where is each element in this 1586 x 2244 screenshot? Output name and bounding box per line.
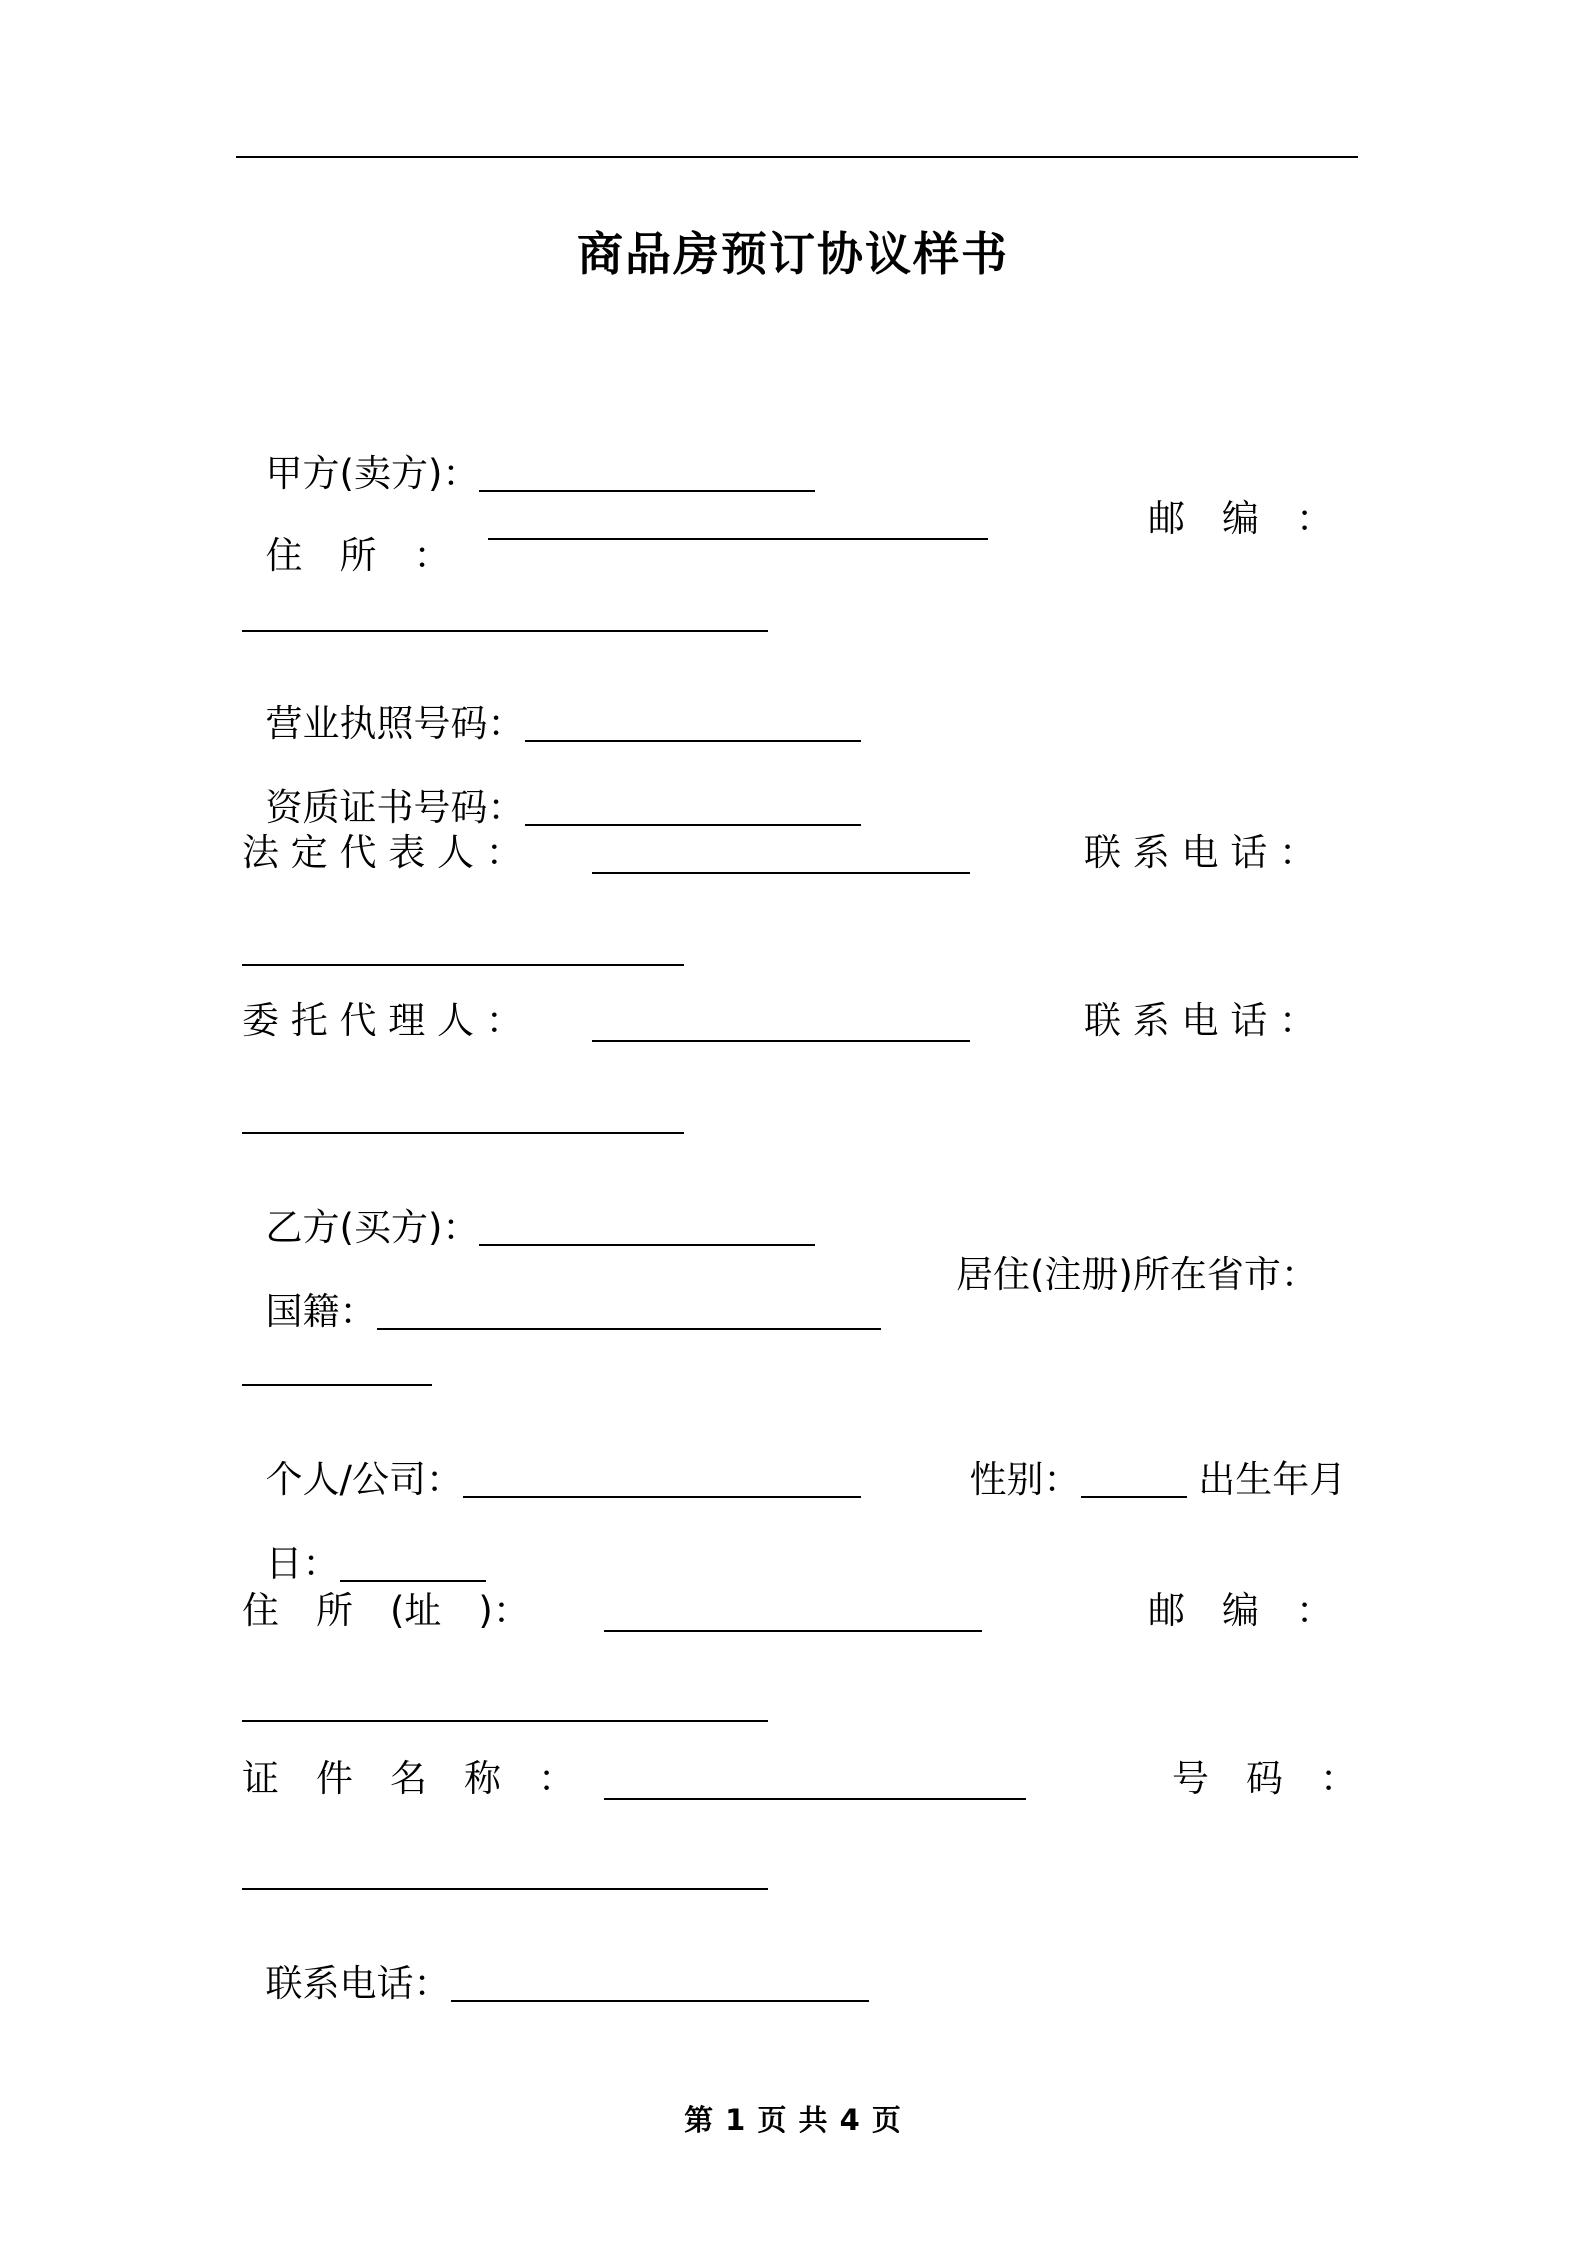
buyer-address-blank bbox=[604, 1596, 982, 1632]
qualification-cert-row bbox=[242, 752, 861, 829]
birth-label-part2: 日： bbox=[265, 1542, 340, 1585]
buyer-phone-row bbox=[242, 1928, 869, 2005]
buyer-name-blank bbox=[479, 1210, 815, 1246]
gender-label: 性别： bbox=[969, 1458, 1081, 1501]
business-license-label: 营业执照号码： bbox=[265, 702, 525, 745]
header-rule bbox=[236, 156, 1358, 158]
person-company-label: 个人/公司： bbox=[265, 1458, 463, 1501]
seller-address-blank bbox=[488, 504, 988, 540]
residence-blank bbox=[242, 1350, 432, 1386]
buyer-postcode-label: 邮 编 ： bbox=[1148, 1589, 1333, 1632]
buyer-address-label: 住 所 (址 )： bbox=[242, 1589, 530, 1632]
agent-blank bbox=[592, 1006, 970, 1042]
buyer-party-row bbox=[242, 1172, 815, 1249]
qualification-cert-blank bbox=[525, 790, 861, 826]
buyer-phone-label: 联系电话： bbox=[265, 1962, 451, 2005]
birth-label-part1: 出生年月 bbox=[1198, 1458, 1347, 1501]
birth-blank bbox=[340, 1546, 486, 1582]
agent-phone-label: 联 系 电 话 ： bbox=[1084, 999, 1317, 1042]
person-company-blank bbox=[463, 1462, 861, 1498]
seller-address-row bbox=[242, 500, 451, 577]
business-license-blank bbox=[525, 706, 861, 742]
id-name-blank bbox=[604, 1764, 1026, 1800]
seller-postcode-blank bbox=[242, 596, 768, 632]
id-number-label: 号 码 ： bbox=[1172, 1757, 1357, 1800]
buyer-postcode-blank bbox=[242, 1686, 768, 1722]
business-license-row bbox=[242, 668, 861, 745]
seller-postcode-label: 邮 编 ： bbox=[1148, 497, 1333, 540]
residence-label: 居住(注册)所在省市： bbox=[956, 1253, 1318, 1296]
agent-label: 委 托 代 理 人 ： bbox=[242, 999, 523, 1042]
document-title: 商品房预订协议样书 bbox=[577, 227, 1009, 281]
id-number-blank bbox=[242, 1854, 768, 1890]
gender-blank bbox=[1081, 1462, 1187, 1498]
gender-row bbox=[946, 1424, 1347, 1501]
legal-rep-blank bbox=[592, 838, 970, 874]
nationality-blank bbox=[377, 1294, 881, 1330]
buyer-phone-blank bbox=[451, 1966, 869, 2002]
legal-rep-phone-blank bbox=[242, 930, 684, 966]
qualification-cert-label: 资质证书号码： bbox=[265, 786, 525, 829]
nationality-row bbox=[242, 1256, 881, 1333]
legal-rep-phone-label: 联 系 电 话 ： bbox=[1084, 831, 1317, 874]
page-footer: 第 1 页 共 4 页 bbox=[684, 2103, 902, 2137]
buyer-party-label: 乙方(买方)： bbox=[265, 1206, 480, 1249]
seller-party-row bbox=[242, 418, 815, 495]
person-company-row bbox=[242, 1424, 861, 1501]
nationality-label: 国籍： bbox=[265, 1290, 377, 1333]
seller-name-blank bbox=[479, 456, 815, 492]
birth-row bbox=[242, 1508, 486, 1585]
seller-address-label: 住 所 ： bbox=[265, 534, 451, 577]
agent-phone-blank bbox=[242, 1098, 684, 1134]
id-name-label: 证 件 名 称 ： bbox=[242, 1757, 575, 1800]
legal-rep-label: 法 定 代 表 人 ： bbox=[242, 831, 523, 874]
seller-party-label: 甲方(卖方)： bbox=[265, 452, 480, 495]
